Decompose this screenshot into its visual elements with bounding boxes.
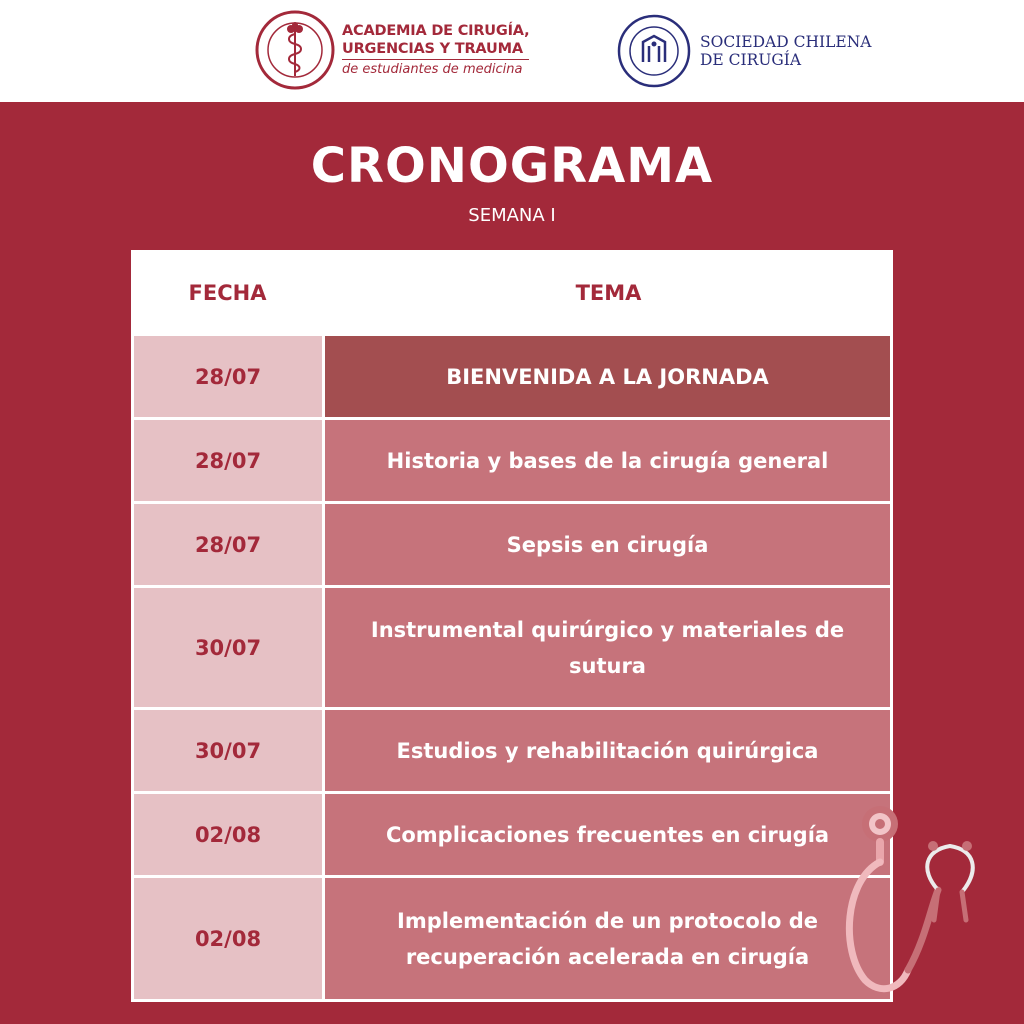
stethoscope-icon [830, 800, 990, 1000]
header-date: FECHA [188, 281, 267, 305]
row-topic: Instrumental quirúrgico y materiales de sutura [325, 588, 890, 707]
row-date: 02/08 [134, 794, 322, 875]
schedule-table [131, 250, 893, 1002]
header [0, 0, 1024, 102]
row-topic: Historia y bases de la cirugía general [325, 420, 890, 501]
academy-name [342, 22, 529, 78]
row-topic: Complicaciones frecuentes en cirugía [325, 794, 890, 875]
table-row [131, 878, 893, 1002]
academy-seal-icon [255, 10, 335, 90]
table-row [131, 420, 893, 504]
society-seal-icon [617, 14, 691, 88]
academy-name-line3: de estudiantes de medicina [342, 59, 529, 78]
society-name-line1: SOCIEDAD CHILENA [700, 33, 872, 51]
row-date: 30/07 [134, 588, 322, 707]
page-subtitle: SEMANA I [468, 205, 556, 226]
society-name-line2: DE CIRUGÍA [700, 51, 802, 69]
row-topic: Estudios y rehabilitación quirúrgica [325, 710, 890, 791]
row-date: 28/07 [134, 420, 322, 501]
society-name [700, 33, 871, 69]
row-date: 28/07 [134, 336, 322, 417]
header-topic: TEMA [575, 281, 642, 305]
row-date: 30/07 [134, 710, 322, 791]
table-row [131, 504, 893, 588]
table-row [131, 710, 893, 794]
academy-name-line1: ACADEMIA DE CIRUGÍA, [342, 23, 530, 39]
table-row [131, 588, 893, 710]
table-row [131, 794, 893, 878]
page-title: CRONOGRAMA [310, 138, 714, 194]
row-topic: Implementación de un protocolo de recuperación acelerada en cirugía [325, 878, 890, 999]
row-topic: Sepsis en cirugía [325, 504, 890, 585]
row-date: 02/08 [134, 878, 322, 999]
row-topic: BIENVENIDA A LA JORNADA [325, 336, 890, 417]
academy-name-line2: URGENCIAS Y TRAUMA [342, 41, 523, 57]
table-row [131, 336, 893, 420]
row-date: 28/07 [134, 504, 322, 585]
